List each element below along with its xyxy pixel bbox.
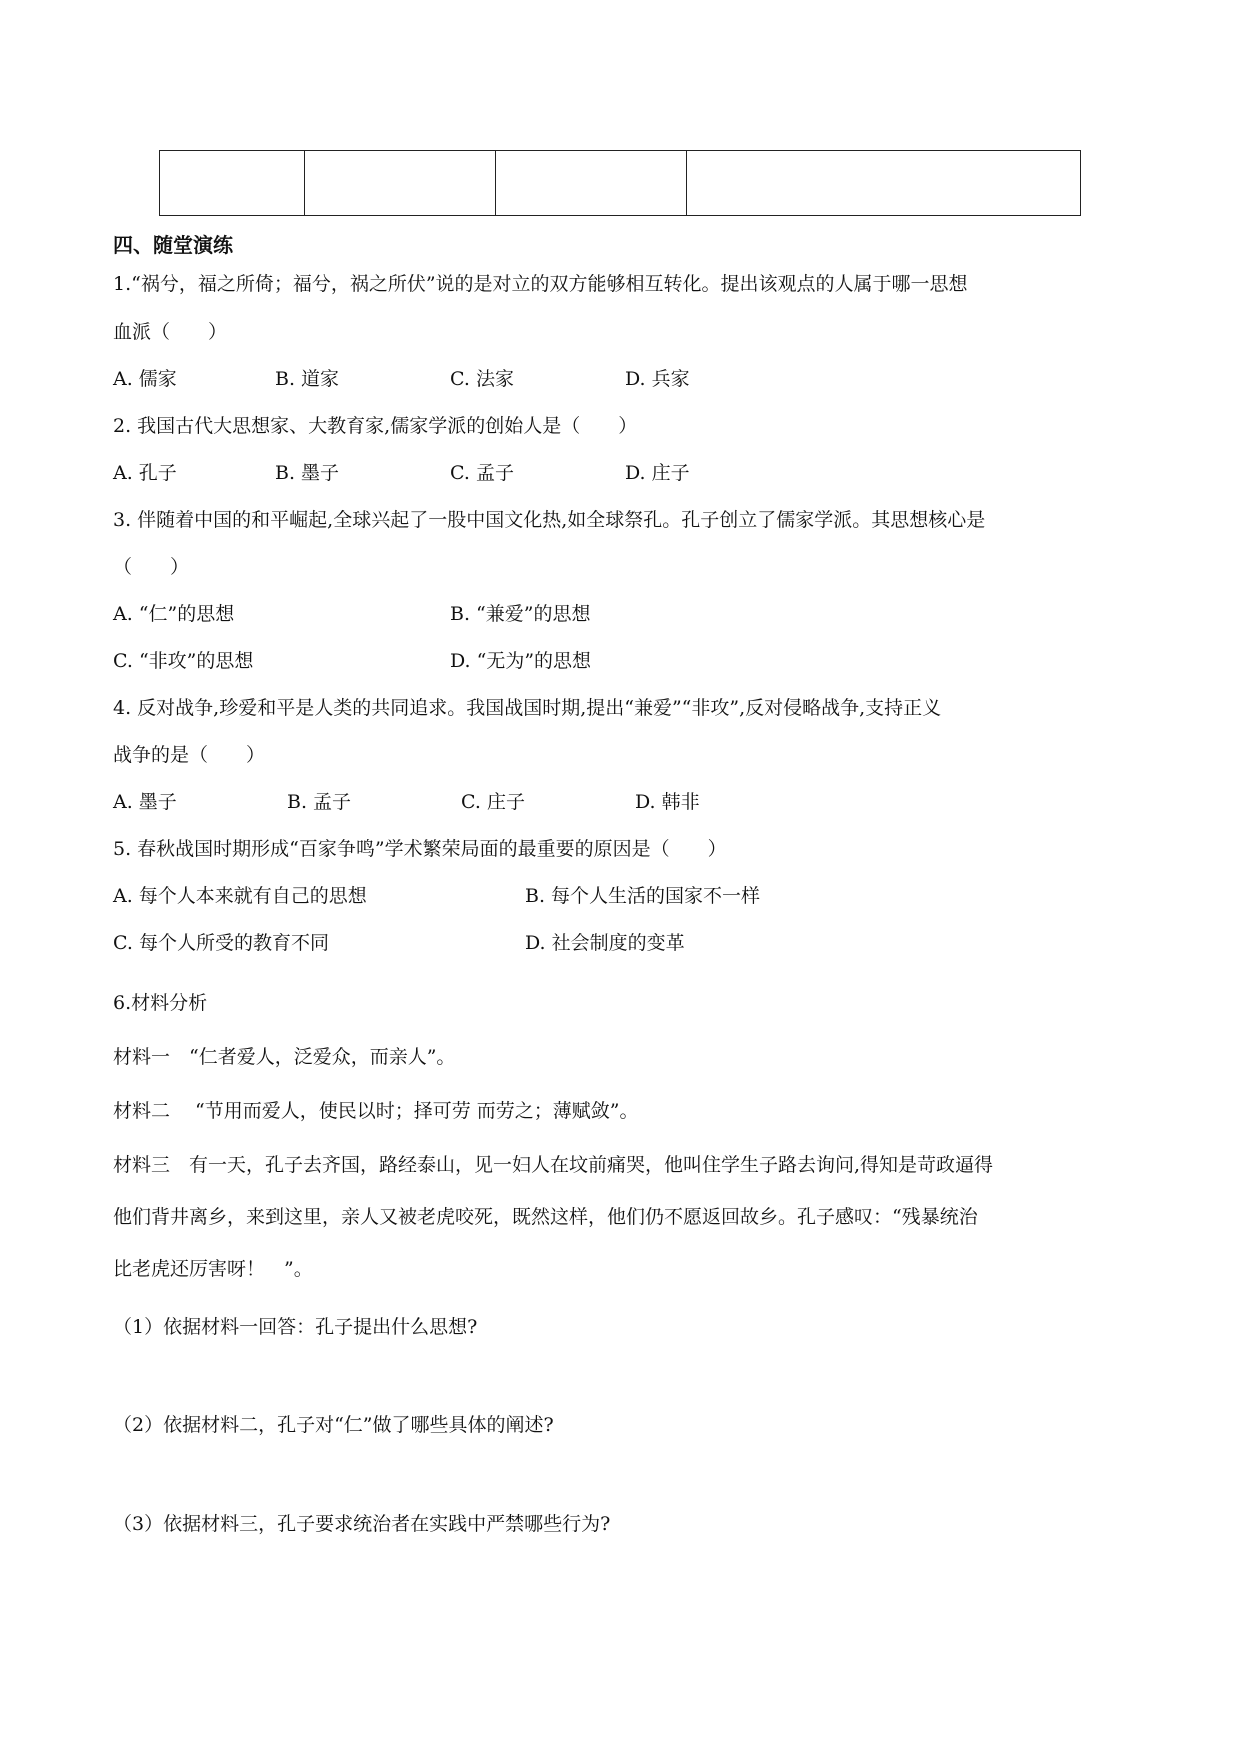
section-title: 四、随堂演练: [113, 233, 233, 257]
material-three-end: 比老虎还厉害呀！ ”。: [113, 1258, 313, 1280]
q4-option-b: B. 孟子: [287, 791, 352, 813]
q5-option-c: C. 每个人所受的教育不同: [113, 932, 329, 954]
q4-option-c: C. 庄子: [461, 791, 525, 813]
q3-option-b: B. “兼爱”的思想: [450, 603, 591, 625]
q4-stem-cont: 战争的是（ ）: [113, 744, 266, 766]
q2-option-d: D. 庄子: [625, 462, 690, 484]
q3-option-a: A. “仁”的思想: [113, 603, 235, 625]
q2-option-b: B. 墨子: [275, 462, 340, 484]
q1-option-a: A. 儒家: [113, 368, 177, 390]
q6-title: 6.材料分析: [113, 992, 208, 1014]
q5-option-d: D. 社会制度的变革: [525, 932, 685, 954]
q4-option-a: A. 墨子: [113, 791, 177, 813]
q3-option-c: C. “非攻”的思想: [113, 650, 254, 672]
q1-option-c: C. 法家: [450, 368, 514, 390]
q4-stem: 4. 反对战争,珍爱和平是人类的共同追求。我国战国时期,提出“兼爱”“非攻”,反对侵略战争,支持正义: [113, 697, 942, 719]
table-cell: [496, 151, 687, 215]
q5-stem: 5. 春秋战国时期形成“百家争鸣”学术繁荣局面的最重要的原因是（ ）: [113, 838, 727, 860]
material-one: 材料一 “仁者爱人，泛爱众，而亲人”。: [113, 1046, 456, 1068]
answer-table: [159, 150, 1081, 216]
q1-stem-cont: 血派（ ）: [113, 321, 228, 343]
material-three: 材料三 有一天，孔子去齐国，路经泰山，见一妇人在坟前痛哭，他叫住学生子路去询问,得知是苛政逼得: [113, 1154, 994, 1176]
material-two: 材料二 “节用而爱人，使民以时；择可劳 而劳之；薄赋敛”。: [113, 1100, 639, 1122]
q3-stem-cont: （ ）: [113, 556, 190, 578]
q5-option-a: A. 每个人本来就有自己的思想: [113, 885, 367, 907]
table-cell: [305, 151, 496, 215]
table-cell: [160, 151, 305, 215]
q1-option-d: D. 兵家: [625, 368, 690, 390]
q4-option-d: D. 韩非: [635, 791, 700, 813]
q3-option-d: D. “无为”的思想: [450, 650, 592, 672]
q2-option-c: C. 孟子: [450, 462, 514, 484]
q2-option-a: A. 孔子: [113, 462, 177, 484]
q5-option-b: B. 每个人生活的国家不一样: [525, 885, 761, 907]
table-cell: [687, 151, 1080, 215]
material-three-cont: 他们背井离乡，来到这里，亲人又被老虎咬死，既然这样，他们仍不愿返回故乡。孔子感叹：“残暴统治: [113, 1206, 978, 1228]
q1-stem: 1.“祸兮，福之所倚；福兮，祸之所伏”说的是对立的双方能够相互转化。提出该观点的人属于哪一思想: [113, 273, 968, 295]
q2-stem: 2. 我国古代大思想家、大教育家,儒家学派的创始人是（ ）: [113, 415, 638, 437]
sub-question-1: （1）依据材料一回答：孔子提出什么思想?: [113, 1316, 478, 1338]
q3-stem: 3. 伴随着中国的和平崛起,全球兴起了一股中国文化热,如全球祭孔。孔子创立了儒家学派。其思想核心是: [113, 509, 986, 531]
sub-question-3: （3）依据材料三，孔子要求统治者在实践中严禁哪些行为?: [113, 1513, 611, 1535]
q1-option-b: B. 道家: [275, 368, 340, 390]
sub-question-2: （2）依据材料二，孔子对“仁”做了哪些具体的阐述?: [113, 1414, 554, 1436]
